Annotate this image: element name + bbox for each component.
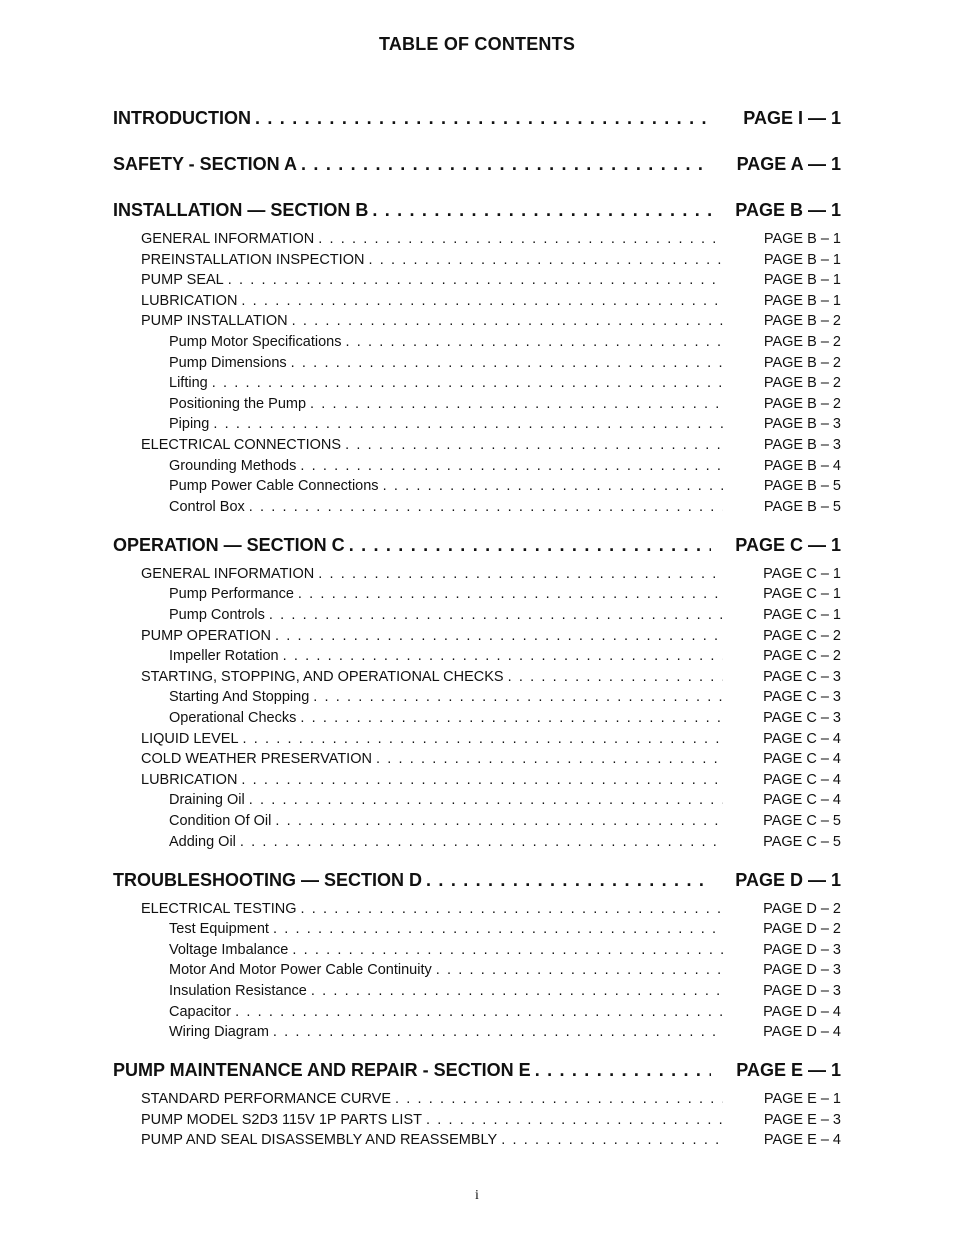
dot-leader (501, 1132, 723, 1148)
dot-leader (349, 535, 711, 556)
dot-leader (255, 108, 711, 129)
toc-entry[interactable] (169, 648, 841, 664)
toc-entry-label: Draining Oil (169, 792, 245, 809)
dot-leader (310, 396, 723, 412)
toc-entry[interactable] (169, 962, 841, 978)
toc-entry[interactable] (169, 1024, 841, 1040)
dot-leader (345, 437, 723, 453)
dot-leader (368, 252, 723, 268)
toc-section-entry[interactable] (113, 535, 841, 556)
toc-entry[interactable] (169, 710, 841, 726)
toc-entry-page: PAGE C – 1 (763, 565, 841, 582)
dot-leader (376, 751, 723, 767)
toc-entry-label: Adding Oil (169, 833, 236, 850)
toc-entry-page: PAGE B – 5 (763, 478, 841, 495)
toc-entry-page: PAGE C – 5 (763, 813, 841, 829)
dot-leader (275, 628, 723, 644)
toc-entry-page: PAGE E – 3 (763, 1111, 841, 1128)
toc-entry[interactable] (169, 499, 841, 515)
toc-entry-page: PAGE C — 1 (735, 534, 841, 555)
toc-entry[interactable] (141, 1112, 841, 1128)
dot-leader (300, 458, 723, 474)
toc-entry-label: Lifting (169, 375, 208, 392)
toc-entry-label: INSTALLATION — SECTION B (113, 200, 369, 220)
dot-leader (395, 1091, 723, 1107)
dot-leader (273, 921, 723, 937)
dot-leader (213, 416, 723, 432)
dot-leader (292, 942, 723, 958)
toc-entry-label: Pump Dimensions (169, 354, 287, 371)
toc-entry[interactable] (169, 458, 841, 474)
toc-entry-page: PAGE B – 1 (763, 251, 841, 268)
dot-leader (249, 792, 723, 808)
dot-leader (383, 478, 723, 494)
toc-entry[interactable] (141, 1091, 841, 1107)
toc-entry-page: PAGE D – 2 (763, 900, 841, 917)
dot-leader (300, 710, 723, 726)
toc-entry[interactable] (141, 272, 841, 288)
dot-leader (313, 689, 723, 705)
dot-leader (241, 293, 723, 309)
toc-entry[interactable] (141, 437, 841, 453)
toc-entry[interactable] (169, 355, 841, 371)
toc-entry-page: PAGE C – 1 (763, 586, 841, 603)
toc-entry-label: STANDARD PERFORMANCE CURVE (141, 1091, 392, 1108)
toc-entry[interactable] (169, 416, 841, 432)
toc-entry-label: ELECTRICAL TESTING (141, 900, 297, 917)
toc-entry-page: PAGE A — 1 (736, 154, 841, 174)
toc-entry-page: PAGE B — 1 (735, 200, 841, 220)
toc-entry[interactable] (141, 901, 841, 917)
dot-leader (228, 272, 723, 288)
toc-entry-page: PAGE C – 4 (763, 751, 841, 768)
toc-entry-page: PAGE B – 1 (763, 272, 841, 289)
dot-leader (535, 1060, 711, 1081)
toc-entry-label: PUMP SEAL (141, 272, 224, 289)
toc-entry-label: TROUBLESHOOTING — SECTION D (113, 869, 423, 890)
toc-entry[interactable] (169, 689, 841, 705)
toc-entry-page: PAGE C – 4 (763, 730, 841, 747)
toc-entry-page: PAGE D – 3 (763, 941, 841, 958)
dot-leader (241, 772, 723, 788)
toc-entry-page: PAGE B – 5 (763, 498, 841, 515)
toc-entry-page: PAGE C – 3 (763, 710, 841, 726)
toc-entry[interactable] (141, 231, 841, 247)
toc-entry-page: PAGE B – 2 (763, 313, 841, 330)
toc-entry[interactable] (169, 607, 841, 623)
toc-entry[interactable] (141, 628, 841, 644)
toc-entry[interactable] (169, 921, 841, 937)
toc-entry[interactable] (169, 396, 841, 412)
toc-entry-label: PUMP INSTALLATION (141, 313, 288, 330)
toc-entry-label: Capacitor (169, 1003, 232, 1020)
toc-entry-label: Pump Motor Specifications (169, 334, 342, 350)
toc-entry-label: SAFETY - SECTION A (113, 154, 298, 174)
dot-leader (372, 200, 711, 221)
toc-entry-label: Motor And Motor Power Cable Continuity (169, 962, 432, 979)
toc-entry-label: PREINSTALLATION INSPECTION (141, 251, 365, 268)
dot-leader (240, 834, 723, 850)
toc-entry-label: PUMP OPERATION (141, 627, 271, 644)
dot-leader (345, 334, 723, 350)
toc-entry-label: Condition Of Oil (169, 813, 272, 829)
toc-entry-page: PAGE C – 4 (763, 771, 841, 788)
dot-leader (508, 669, 723, 685)
dot-leader (243, 731, 723, 747)
toc-entry-page: PAGE B – 1 (763, 292, 841, 309)
toc-entry-page: PAGE C – 2 (763, 648, 841, 665)
toc-entry-label: PUMP MAINTENANCE AND REPAIR - SECTION E (113, 1060, 531, 1081)
dot-leader (426, 1112, 723, 1128)
toc-entry-page: PAGE C – 3 (763, 689, 841, 706)
toc-entry-page: PAGE B – 3 (763, 416, 841, 433)
toc-entry-page: PAGE E – 1 (763, 1091, 841, 1108)
toc-entry-label: OPERATION — SECTION C (113, 534, 345, 555)
toc-entry-page: PAGE C – 5 (763, 833, 841, 850)
toc-entry-label: LUBRICATION (141, 771, 238, 788)
toc-entry[interactable] (169, 942, 841, 958)
dot-leader (283, 648, 723, 664)
dot-leader (298, 586, 723, 602)
toc-entry-page: PAGE C – 4 (763, 792, 841, 809)
toc-entry[interactable] (169, 834, 841, 850)
toc-entry-page: PAGE D – 3 (763, 962, 841, 979)
toc-entry-page: PAGE C – 2 (763, 627, 841, 644)
toc-entry[interactable] (141, 252, 841, 268)
toc-entry-label: PUMP MODEL S2D3 115V 1P PARTS LIST (141, 1111, 422, 1128)
toc-entry-label: Insulation Resistance (169, 983, 307, 999)
dot-leader (292, 313, 723, 329)
toc-entry-label: INTRODUCTION (113, 108, 251, 128)
dot-leader (311, 983, 723, 999)
dot-leader (235, 1004, 723, 1020)
dot-leader (275, 813, 723, 829)
dot-leader (301, 901, 723, 917)
toc-entry[interactable] (169, 478, 841, 494)
dot-leader (273, 1024, 723, 1040)
toc-section-entry[interactable] (113, 870, 841, 891)
toc-entry[interactable] (169, 792, 841, 808)
toc-entry-label: GENERAL INFORMATION (141, 231, 315, 247)
toc-entry[interactable] (141, 1132, 841, 1148)
toc-entry-label: Wiring Diagram (169, 1024, 269, 1041)
toc-section-entry[interactable] (113, 108, 841, 129)
toc-entry-page: PAGE B – 1 (763, 231, 841, 247)
toc-entry-label: Pump Performance (169, 586, 294, 603)
toc-entry-label: COLD WEATHER PRESERVATION (141, 751, 372, 768)
toc-entry-label: Piping (169, 416, 210, 433)
toc-entry-label: LUBRICATION (141, 292, 238, 309)
toc-entry-page: PAGE B – 2 (763, 354, 841, 371)
toc-entry-page: PAGE D – 2 (763, 921, 841, 938)
toc-entry-page: PAGE B – 2 (763, 395, 841, 412)
toc-entry-label: Control Box (169, 498, 245, 515)
dot-leader (212, 375, 723, 391)
toc-entry[interactable] (141, 669, 841, 685)
toc-entry-label: PUMP AND SEAL DISASSEMBLY AND REASSEMBLY (141, 1132, 498, 1149)
dot-leader (318, 231, 723, 247)
toc-entry-label: Starting And Stopping (169, 689, 310, 706)
toc-entry-label: Test Equipment (169, 921, 269, 938)
toc-entry-page: PAGE D — 1 (735, 869, 841, 890)
dot-leader (301, 154, 711, 175)
dot-leader (269, 607, 723, 623)
toc-entry-page: PAGE I — 1 (743, 108, 841, 128)
toc-entry-label: Pump Controls (169, 607, 265, 623)
page-number: i (475, 1188, 479, 1203)
toc-entry-page: PAGE D – 4 (763, 1003, 841, 1020)
toc-entry-label: Positioning the Pump (169, 395, 307, 412)
toc-entry[interactable] (141, 751, 841, 767)
toc-section-entry[interactable] (113, 154, 841, 175)
toc-entry[interactable] (169, 586, 841, 602)
toc-entry[interactable] (141, 293, 841, 309)
toc-entry[interactable] (141, 313, 841, 329)
toc-entry-page: PAGE C – 1 (763, 607, 841, 623)
toc-entry[interactable] (141, 566, 841, 582)
toc-entry-label: Pump Power Cable Connections (169, 478, 379, 495)
toc-entry[interactable] (169, 1004, 841, 1020)
page-title: TABLE OF CONTENTS (378, 34, 576, 54)
dot-leader (291, 355, 723, 371)
toc-entry-page: PAGE E — 1 (736, 1060, 841, 1081)
toc-entry-page: PAGE B – 3 (763, 437, 841, 453)
toc-entry-page: PAGE C – 3 (763, 668, 841, 685)
toc-entry-label: Impeller Rotation (169, 648, 279, 665)
toc-section-entry[interactable] (113, 1060, 841, 1081)
toc-entry-label: ELECTRICAL CONNECTIONS (141, 437, 342, 453)
toc-entry-label: GENERAL INFORMATION (141, 565, 315, 582)
dot-leader (436, 962, 723, 978)
toc-section-entry[interactable] (113, 200, 841, 221)
toc-entry[interactable] (169, 375, 841, 391)
toc-entry[interactable] (169, 334, 841, 350)
toc-entry-page: PAGE B – 4 (763, 457, 841, 474)
toc-entry-page: PAGE B – 2 (763, 375, 841, 392)
toc-entry-label: LIQUID LEVEL (141, 730, 239, 747)
toc-entry-page: PAGE D – 3 (763, 983, 841, 999)
toc-entry-page: PAGE B – 2 (763, 334, 841, 350)
toc-entry-page: PAGE D – 4 (763, 1024, 841, 1041)
toc-entry[interactable] (169, 813, 841, 829)
toc-entry-label: Grounding Methods (169, 457, 297, 474)
dot-leader (318, 566, 723, 582)
toc-entry-label: STARTING, STOPPING, AND OPERATIONAL CHECKS (141, 668, 504, 685)
toc-entry[interactable] (141, 731, 841, 747)
toc-entry-label: Voltage Imbalance (169, 941, 289, 958)
toc-entry[interactable] (169, 983, 841, 999)
toc-entry-page: PAGE E – 4 (763, 1132, 841, 1149)
toc-entry-label: Operational Checks (169, 710, 297, 726)
dot-leader (426, 870, 711, 891)
toc-entry[interactable] (141, 772, 841, 788)
dot-leader (249, 499, 723, 515)
